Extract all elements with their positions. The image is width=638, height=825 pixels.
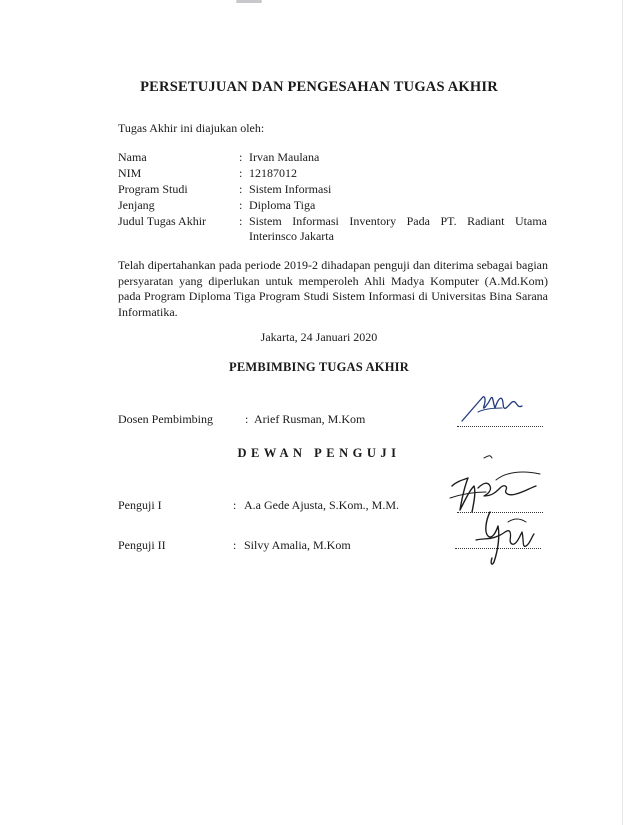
info-colon: : <box>239 166 243 180</box>
penguji-2-signature <box>468 506 540 568</box>
info-colon: : <box>239 150 243 164</box>
info-colon: : <box>239 214 243 228</box>
pembimbing-signature <box>458 388 528 426</box>
page-edge <box>622 0 623 825</box>
info-label: Program Studi <box>118 182 188 196</box>
info-colon: : <box>239 182 243 196</box>
penguji-heading: DEWAN PENGUJI <box>237 446 401 460</box>
document-title: PERSETUJUAN DAN PENGESAHAN TUGAS AKHIR <box>140 79 498 95</box>
pembimbing-colon: : <box>245 412 249 426</box>
penguji-name: A.a Gede Ajusta, S.Kom., M.M. <box>244 498 399 512</box>
approval-paragraph: Telah dipertahankan pada periode 2019-2 dihadapan penguji dan diterima sebagai bagian persyaratan yang diperlukan untuk memperoleh Ahli Madya Komputer (A.Md.Kom) pada Program Diploma Tiga Program Studi Sistem Informasi di Universitas Bina Sarana Informatika. <box>118 258 548 319</box>
penguji-name: Silvy Amalia, M.Kom <box>244 538 351 552</box>
scan-artifact <box>236 0 262 3</box>
info-colon: : <box>239 198 243 212</box>
pembimbing-heading: PEMBIMBING TUGAS AKHIR <box>229 360 409 374</box>
intro-text: Tugas Akhir ini diajukan oleh: <box>118 121 265 135</box>
info-value: Sistem Informasi <box>249 182 332 196</box>
info-value: Irvan Maulana <box>249 150 320 164</box>
pembimbing-name: Arief Rusman, M.Kom <box>254 412 366 426</box>
info-label: Jenjang <box>118 198 155 212</box>
place-date: Jakarta, 24 Januari 2020 <box>260 330 378 344</box>
info-value: 12187012 <box>249 166 297 180</box>
pembimbing-signature-line <box>457 426 543 427</box>
penguji-label: Penguji I <box>118 498 162 512</box>
info-value: Diploma Tiga <box>249 198 316 212</box>
penguji-colon: : <box>233 538 237 552</box>
penguji-colon: : <box>233 498 237 512</box>
info-label: Judul Tugas Akhir <box>118 214 207 228</box>
pembimbing-label: Dosen Pembimbing <box>118 412 213 426</box>
info-label: Nama <box>118 150 147 164</box>
info-label: NIM <box>118 166 142 180</box>
penguji-label: Penguji II <box>118 538 166 552</box>
info-value: Sistem Informasi Inventory Pada PT. Radiant Utama Interinsco Jakarta <box>249 214 547 243</box>
